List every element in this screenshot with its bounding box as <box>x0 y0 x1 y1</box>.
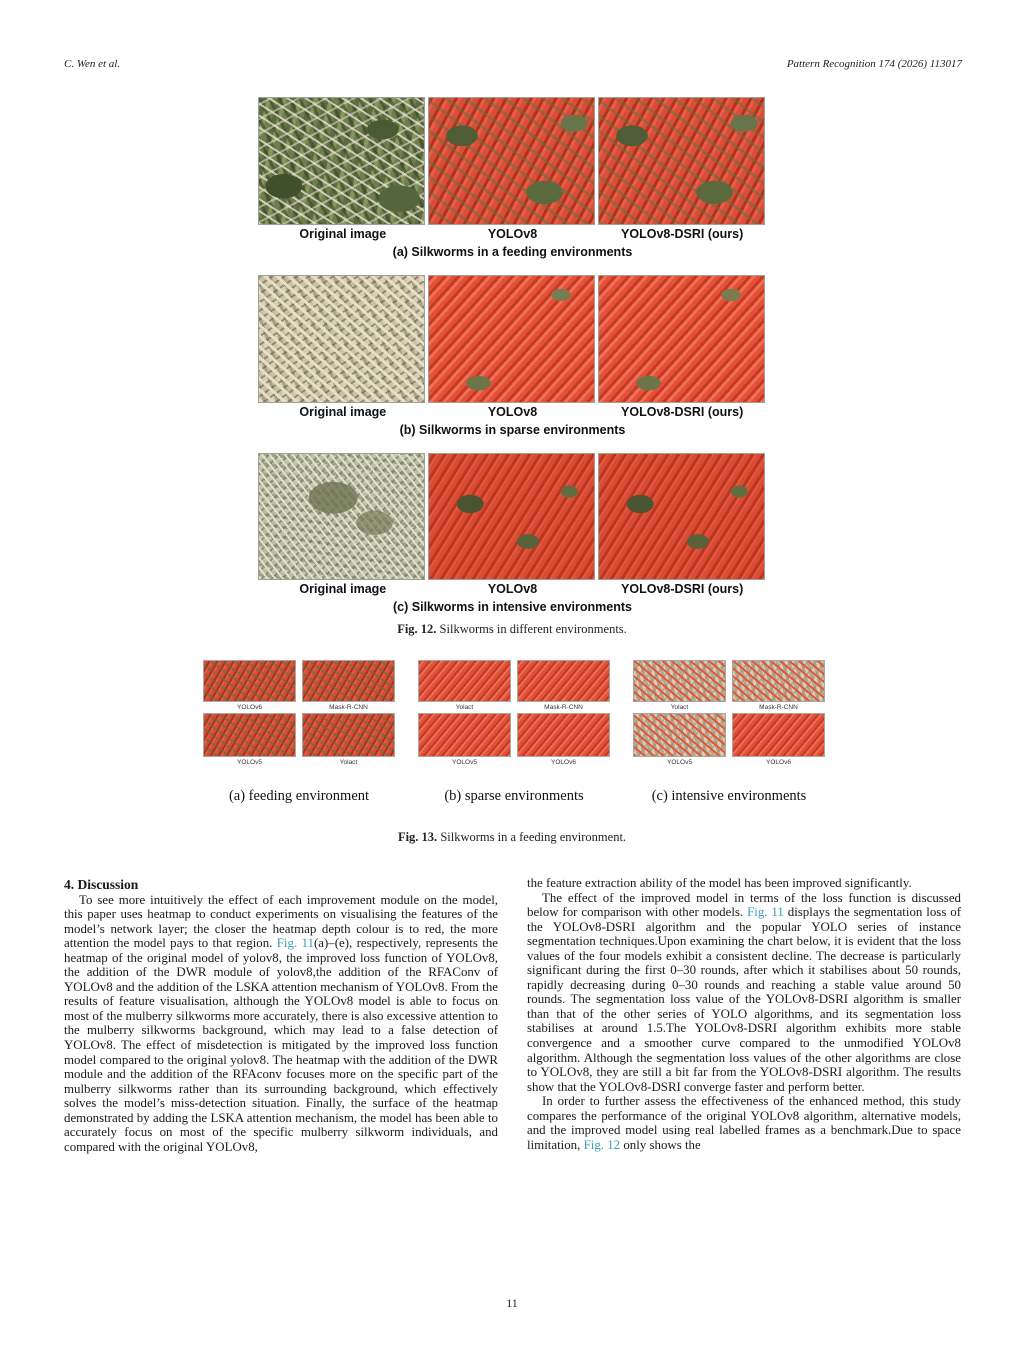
image-label: YOLOv6 <box>551 759 576 766</box>
body-text: the feature extraction ability of the model has been improved significantly. <box>527 876 912 890</box>
image-label: Mask-R-CNN <box>329 704 368 711</box>
fig12-row-c-images <box>258 453 767 580</box>
running-header <box>64 58 962 70</box>
body-text: (a)–(e), respectively, represents the heatmap of the original model of yolov8, the improved loss function of YOLOv8, the addition of the DWR module of yolov8,the addition of the RFAConv of YOLOv8 and the addition of the LSKA attention mechanism of YOLOv8. From the results of feature visualisation, although the YOLOv8 model is able to focus on most of the mulberry silkworms more accurately, there is also excessive attention to the mulberry silkworms background, which may lead to a false detection of YOLOv8. The effect of misdetection is mitigated by the improved loss function model compared to the original yolov8. The heatmap with the addition of the DWR module and the addition of the RFAconv focuses more on the specific part of the mulberry silkworms rather than its surrounding background, which effectively solves the model’s miss-detection situation. Finally, the surface of the heatmap demonstrated by adding the LSKA attention mechanism, the model has been able to accurately focus on most of the specific mulberry silkworm individuals, and compared with the original YOLOv8, <box>64 936 498 1154</box>
section-heading: 4. Discussion <box>64 877 139 892</box>
fig12-subcaption-c: (c) Silkworms in intensive environments <box>393 600 632 614</box>
image-label: YOLOv6 <box>237 704 262 711</box>
image-label: Mask-R-CNN <box>759 704 798 711</box>
fig13-image-sparse-yolov6 <box>517 713 610 757</box>
fig12-b-yolov8-image <box>428 275 595 403</box>
fig13-group-caption-c: (c) intensive environments <box>651 788 807 804</box>
fig12-row-a-images <box>258 97 767 225</box>
fig13-cell <box>302 713 395 768</box>
fig13-row-1 <box>203 660 825 713</box>
fig13-group-caption-b: (b) sparse environments <box>444 788 584 804</box>
fig12-caption-text: Silkworms in different environments. <box>439 622 627 636</box>
fig12-subcaption-b: (b) Silkworms in sparse environments <box>399 423 626 437</box>
fig12-b-yolov8-dsri-image <box>598 275 765 403</box>
fig13-cell <box>732 713 825 768</box>
image-label: YOLOv5 <box>667 759 692 766</box>
fig13-image-feeding-yolact <box>302 713 395 757</box>
image-label: YOLOv8-DSRI (ours) <box>621 405 744 419</box>
image-label: Mask-R-CNN <box>544 704 583 711</box>
paragraph <box>527 876 961 891</box>
fig12-caption <box>0 622 1024 637</box>
fig13-group-captions <box>203 788 825 805</box>
image-label: Yolact <box>455 704 474 711</box>
fig13-cell <box>633 713 726 768</box>
header-journal: Pattern Recognition 174 (2026) 113017 <box>786 58 962 70</box>
image-label: YOLOv5 <box>452 759 477 766</box>
body-text: The effect of the improved model in terms of the loss function is discussed below for comparison with other models. <box>527 890 961 920</box>
fig12-row-a <box>258 97 767 262</box>
figure-12 <box>258 97 767 630</box>
body-text: displays the segmentation loss of the YOLOv8-DSRI algorithm and the popular YOLO series of instance segmentation techniques.Upon examining the chart below, it is evident that the loss values of the four models exhibit a consistent decline. The decrease is particularly significant during the first 0–30 rounds, after which it stabilises about 50 rounds, rapidly decreasing during 0–30 rounds and reaching a stable value around 50 rounds. The segmentation loss value of the YOLOv8-DSRI algorithm is smaller than that of the other series of YOLO algorithms, and its segmentation loss stabilises at around 1.5.The YOLOv8-DSRI algorithm exhibits more stable convergence and a smoother curve compared to the unmodified YOLOv8 algorithm. Although the segmentation loss values of the other algorithms are close to YOLOv8, they are still a bit far from the YOLOv8-DSRI algorithm. The results show that the YOLOv8-DSRI converge faster and perform better. <box>527 905 961 1094</box>
figure-13 <box>203 660 825 768</box>
fig13-image-intensive-yolact <box>633 660 726 702</box>
fig12-a-yolov8-dsri-image <box>598 97 765 225</box>
fig12-row-b <box>258 275 767 440</box>
image-label: YOLOv6 <box>766 759 791 766</box>
fig13-group-caption-a: (a) feeding environment <box>228 788 370 804</box>
fig12-row-c-labels <box>258 580 767 598</box>
fig13-cell <box>517 660 610 713</box>
fig12-row-c <box>258 453 767 617</box>
body-text: To see more intuitively the effect of each improvement module on the model, this paper uses heatmap to conduct experiments on visualising the features of the model’s network layer; the closer the heatmap depth colour is to red, the more attention the model pays to that region. <box>64 892 498 951</box>
image-label: Original image <box>299 227 387 241</box>
fig12-crossref-link[interactable]: Fig. 12 <box>583 1137 621 1152</box>
body-text: only shows the <box>620 1137 701 1152</box>
image-label: YOLOv5 <box>237 759 262 766</box>
fig13-caption <box>0 830 1024 845</box>
paragraph <box>64 893 498 1155</box>
page-number: 11 <box>506 1296 518 1310</box>
paragraph <box>527 1094 961 1152</box>
fig12-caption-label: Fig. 12. <box>397 622 437 636</box>
image-label: Original image <box>299 405 387 419</box>
fig13-cell <box>418 660 511 713</box>
image-label: YOLOv8 <box>487 227 538 241</box>
fig13-image-feeding-mask-r-cnn <box>302 660 395 702</box>
fig12-c-yolov8-dsri-image <box>598 453 765 580</box>
body-text: In order to further assess the effectiveness of the enhanced method, this study compares the performance of the original YOLOv8 algorithm, alternative models, and the improved model using real labelled frames as a benchmark.Due to space limitation, <box>527 1094 961 1152</box>
fig12-c-original-image <box>258 453 425 580</box>
image-label: YOLOv8 <box>487 405 538 419</box>
image-label: YOLOv8-DSRI (ours) <box>621 582 744 596</box>
image-label: Yolact <box>339 759 358 766</box>
right-column <box>527 876 961 1152</box>
fig13-image-sparse-yolov5 <box>418 713 511 757</box>
fig13-cell <box>203 713 296 768</box>
fig13-cell <box>203 660 296 713</box>
fig11-crossref-link[interactable]: Fig. 11 <box>747 905 784 920</box>
fig12-b-original-image <box>258 275 425 403</box>
image-label: YOLOv8-DSRI (ours) <box>621 227 744 241</box>
fig12-a-original-image <box>258 97 425 225</box>
fig13-image-feeding-yolov5 <box>203 713 296 757</box>
image-label: YOLOv8 <box>487 582 538 596</box>
fig13-cell <box>517 713 610 768</box>
fig12-row-a-labels <box>258 225 767 243</box>
fig12-c-yolov8-image <box>428 453 595 580</box>
fig13-image-sparse-yolact <box>418 660 511 702</box>
fig13-image-feeding-yolov6 <box>203 660 296 702</box>
fig11-crossref-link[interactable]: Fig. 11 <box>276 936 314 951</box>
left-column <box>64 878 498 1154</box>
fig13-cell <box>633 660 726 713</box>
fig13-cell <box>732 660 825 713</box>
fig13-caption-text: Silkworms in a feeding environment. <box>440 830 627 844</box>
fig13-image-sparse-mask-r-cnn <box>517 660 610 702</box>
fig13-image-intensive-yolov5 <box>633 713 726 757</box>
fig13-row-2 <box>203 713 825 768</box>
fig13-image-intensive-yolov6 <box>732 713 825 757</box>
fig13-image-intensive-mask-r-cnn <box>732 660 825 702</box>
image-label: Yolact <box>670 704 689 711</box>
fig13-caption-label: Fig. 13. <box>397 830 438 844</box>
fig12-row-b-labels <box>258 403 767 421</box>
fig13-cell <box>418 713 511 768</box>
fig13-cell <box>302 660 395 713</box>
header-author: C. Wen et al. <box>64 58 121 70</box>
fig12-subcaption-a: (a) Silkworms in a feeding environments <box>392 245 633 259</box>
image-label: Original image <box>299 582 387 596</box>
fig12-a-yolov8-image <box>428 97 595 225</box>
fig12-row-b-images <box>258 275 767 403</box>
paragraph <box>527 891 961 1095</box>
